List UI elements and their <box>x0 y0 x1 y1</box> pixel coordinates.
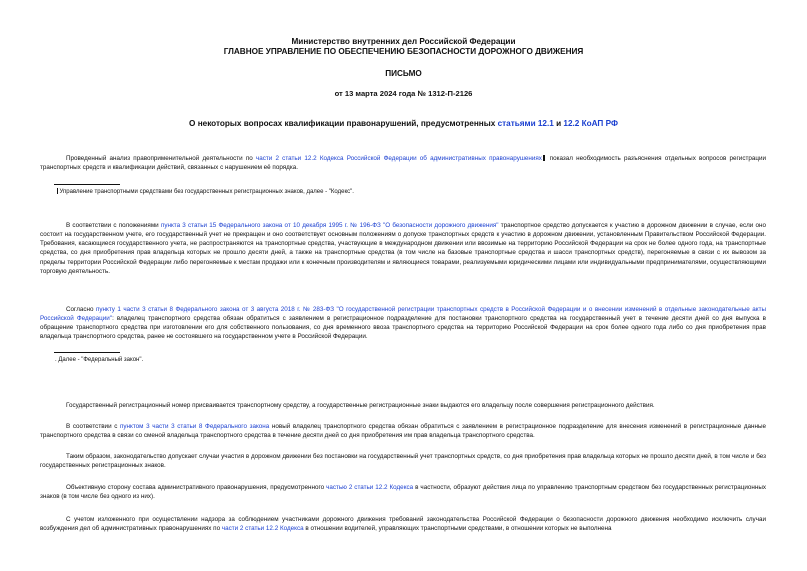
paragraph-text: С учетом изложенного при осуществлении надзора за соблюдением участниками дорожного движения требований законодательства Российской Федерации о безопасности дорожного движения необходимо исключить случаи возбуждения дел об административных правонарушениях по <box>40 516 766 533</box>
paragraph-text: в отношении водителей, управляющих транспортными средствами, в отношении которых не выполнена <box>303 525 612 533</box>
document-title <box>0 118 807 130</box>
footnote-marker <box>57 188 59 194</box>
paragraph-4 <box>40 401 766 410</box>
document-date-number: от 13 марта 2024 года № 1312-П-2126 <box>334 89 473 98</box>
link-part2-article-12-2[interactable]: частью 2 статьи 12.2 Кодекса <box>326 484 414 491</box>
link-federal-law-196[interactable]: пункта 3 статьи 15 Федерального закона от 10 декабря 1995 г. № 196-ФЗ "О безопасности дорожного движения" <box>160 222 499 229</box>
title-link-article-12-2[interactable]: 12.2 КоАП РФ <box>563 119 618 128</box>
paragraph-text: : владелец транспортного средства обязан обратиться с заявлением в регистрационное подразделение для постановки транспортного средства на государственный учет в течение десяти дней со дня выпуска в обращение транспортного средства при изготовлении его для собственного пользования, со дня временного ввоза транспортного средства на территорию Российской Федерации на срок более одного года либо со дня приобретения прав владельца транспортного средства, ранее не состоявшего на государственном учете в Российской Федерации. <box>40 315 766 341</box>
paragraph-text: В соответствии с <box>66 423 120 430</box>
paragraph-text: Объективную сторону состава административного правонарушения, предусмотренного <box>66 484 327 491</box>
paragraph-7 <box>40 483 766 501</box>
title-text: О некоторых вопросах квалификации правонарушений, предусмотренных <box>189 119 498 128</box>
paragraph-text: Государственный регистрационный номер присваивается транспортному средству, а государственные регистрационные знаки выдаются его владельцу после совершения регистрационного действия. <box>66 402 655 409</box>
footnote-2 <box>55 356 755 365</box>
paragraph-2 <box>40 221 766 276</box>
paragraph-text: Таким образом, законодательство допускает случаи участия в дорожном движении без постановки на государственный учет транспортных средств, со дня приобретения прав владельца которых не прошло десяти дней, в том числе и без государственных регистрационных знаков. <box>40 453 766 470</box>
footnote-divider <box>54 184 120 185</box>
link-part2-article-12-2-koap[interactable]: части 2 статьи 12.2 Кодекса Российской Федерации об административных правонарушениях <box>255 155 542 162</box>
paragraph-text: транспортное средство допускается к участию в дорожном движении в случае, если оно состоит на государственном учете, его государственный учет не прекращен и оно соответствует основным положениям о допуске транспортных средств к участию в дорожном движении, установленным Правительством Российской Федерации. Требования, касающиеся государственного учета, не распространяются на транспортные средства, участвующие в международном движении или ввозимые на территорию Российской Федерации на срок не более одного года, на транспортные средства, со дня приобретения прав владельца которых не прошло десяти дней, а также на транспортные средства (в том числе на базовые транспортные средства и шасси транспортных средств), перегоняемые в связи с их вывозом за пределы территории Российской Федерации либо перегоняемые к местам продажи или к конечным производителям и являющиеся товарами, реализуемыми юридическими лицами или индивидуальными предпринимателями, осуществляющими торговую деятельность. <box>40 222 766 275</box>
title-link-article-12-1[interactable]: статьями 12.1 <box>497 119 554 128</box>
footnote-text: . Далее - "Федеральный закон". <box>55 357 144 363</box>
paragraph-6 <box>40 452 766 470</box>
footnote-text: Управление транспортными средствами без государственных регистрационных знаков, далее - "Кодекс". <box>59 189 354 195</box>
paragraph-8 <box>40 515 766 533</box>
link-point3-part3-article8[interactable]: пунктом 3 части 3 статьи 8 Федерального закона <box>119 423 270 430</box>
ministry-name: Министерство внутренних дел Российской Федерации <box>291 37 516 46</box>
paragraph-5 <box>40 422 766 440</box>
link-part2-article-12-2-b[interactable]: части 2 статьи 12.2 Кодекса <box>221 525 304 533</box>
document-type: ПИСЬМО <box>385 69 422 78</box>
link-federal-law-283[interactable]: пункту 1 части 3 статьи 8 Федерального закона от 3 августа 2018 г. № 283-ФЗ "О государственной регистрации транспортных средств в Российской Федерации и о внесении изменений в отдельные законодательные акты Российской Федерации" <box>40 306 766 323</box>
footnote-1 <box>55 188 755 197</box>
paragraph-text: Проведенный анализ правоприменительной деятельности по <box>66 155 256 162</box>
paragraph-3 <box>40 305 766 342</box>
paragraph-text: Согласно <box>66 306 96 313</box>
paragraph-text: В соответствии с положениями <box>66 222 161 229</box>
paragraph-text: в частности, образуют действия лица по управлению транспортным средством без государственных регистрационных знаков (в том числе без одного из них). <box>40 484 767 501</box>
paragraph-text: новый владелец транспортного средства обязан обратиться с заявлением в регистрационное подразделение для внесения изменений в регистрационные данные транспортного средства в связи со сменой владельца транспортного средства в течение десяти дней со дня приобретения им прав владельца транспортного средства. <box>40 423 766 440</box>
footnote-divider <box>54 352 120 353</box>
footnote-marker[interactable] <box>543 155 545 161</box>
department-name: ГЛАВНОЕ УПРАВЛЕНИЕ ПО ОБЕСПЕЧЕНИЮ БЕЗОПАСНОСТИ ДОРОЖНОГО ДВИЖЕНИЯ <box>223 47 584 56</box>
paragraph-text: показал необходимость разъяснения отдельных вопросов регистрации транспортных средств и квалификации действий, связанных с нарушением её порядка. <box>40 155 766 172</box>
paragraph-1 <box>40 154 766 172</box>
title-and: и <box>553 119 564 128</box>
